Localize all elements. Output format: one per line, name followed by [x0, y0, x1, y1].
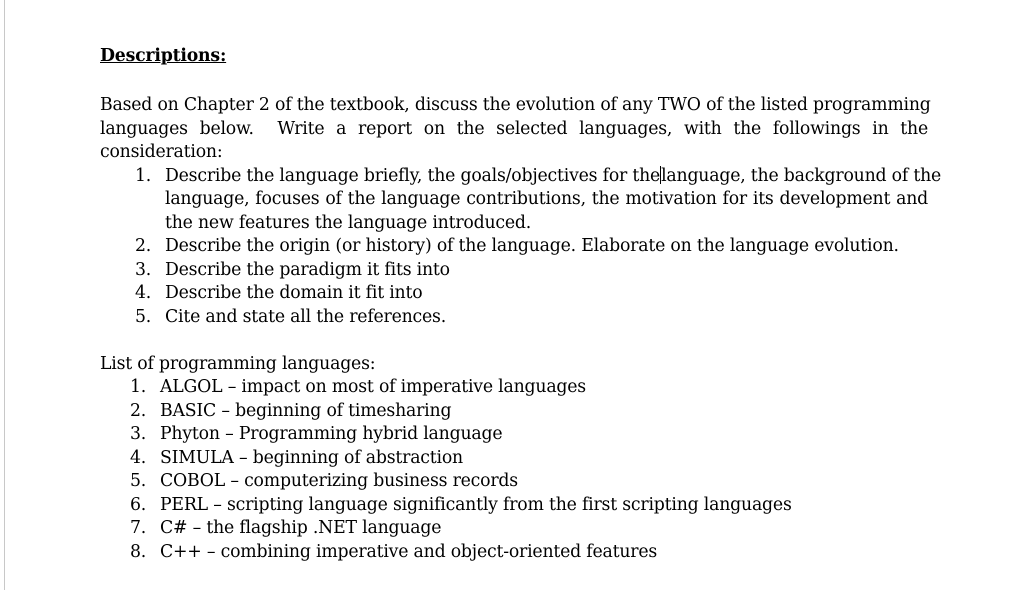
- descriptions-heading: Descriptions:: [100, 46, 227, 66]
- language-number: 1.: [130, 377, 147, 397]
- language-number: 8.: [130, 541, 147, 562]
- requirement-number: 3.: [135, 259, 152, 280]
- blank-line: [100, 329, 928, 353]
- requirement-1-text-a: Describe the language briefly, the goals/objectives for the: [165, 165, 661, 186]
- language-text: Phyton – Programming hybrid language: [160, 424, 503, 444]
- language-item: [100, 400, 928, 424]
- list-title-paragraph: [100, 353, 928, 377]
- requirements-list: [100, 165, 942, 330]
- language-item: [100, 517, 928, 541]
- requirement-number: 1.: [135, 165, 152, 186]
- requirement-item: [100, 235, 928, 259]
- requirement-item: [100, 259, 928, 283]
- language-text: SIMULA – beginning of abstraction: [160, 447, 463, 468]
- language-number: 6.: [130, 494, 147, 515]
- language-item: [100, 541, 928, 565]
- requirement-text: Describe the origin (or history) of the language. Elaborate on the language evolution.: [165, 236, 899, 256]
- requirement-text: Describe the domain it fit into: [165, 283, 423, 303]
- language-text: C# – the flagship .NET language: [160, 518, 442, 538]
- requirement-1-line-2: language, focuses of the language contributions, the motivation for its development and: [165, 189, 928, 209]
- intro-line-1: Based on Chapter 2 of the textbook, discuss the evolution of any TWO of the listed programming: [100, 95, 931, 115]
- requirement-number: 2.: [135, 236, 152, 256]
- requirement-text: Describe the paradigm it fits into: [165, 259, 450, 280]
- requirement-1-line-1: [165, 165, 942, 189]
- language-text: PERL – scripting language significantly from the first scripting languages: [160, 494, 792, 515]
- language-item: [100, 470, 928, 494]
- intro-line-3: consideration:: [100, 142, 223, 162]
- language-number: 3.: [130, 424, 147, 444]
- language-item: [100, 494, 928, 518]
- language-number: 4.: [130, 447, 147, 468]
- language-number: 5.: [130, 471, 147, 491]
- language-number: 2.: [130, 400, 147, 421]
- page-left-edge: [4, 0, 5, 590]
- blank-line: [100, 68, 928, 94]
- language-text: ALGOL – impact on most of imperative languages: [160, 377, 586, 397]
- language-text: BASIC – beginning of timesharing: [160, 400, 452, 421]
- language-text: C++ – combining imperative and object-oriented features: [160, 541, 658, 562]
- language-number: 7.: [130, 518, 147, 538]
- intro-paragraph: [100, 94, 931, 165]
- language-item: [100, 447, 928, 471]
- intro-line-2: languages below. Write a report on the selected languages, with the followings in the: [100, 118, 928, 139]
- list-title: List of programming languages:: [100, 353, 376, 374]
- requirement-item: [100, 165, 942, 236]
- languages-list: [100, 376, 928, 564]
- requirement-number: 5.: [135, 306, 152, 327]
- requirement-text: Cite and state all the references.: [165, 306, 447, 327]
- requirement-1-line-3: the new features the language introduced.: [165, 212, 532, 233]
- document-page[interactable]: [100, 44, 942, 564]
- requirement-1-text-b: language, the background of the: [661, 165, 942, 186]
- language-item: [100, 423, 928, 447]
- requirement-item: [100, 306, 928, 330]
- requirement-number: 4.: [135, 283, 152, 303]
- language-item: [100, 376, 928, 400]
- requirement-item: [100, 282, 928, 306]
- language-text: COBOL – computerizing business records: [160, 471, 518, 491]
